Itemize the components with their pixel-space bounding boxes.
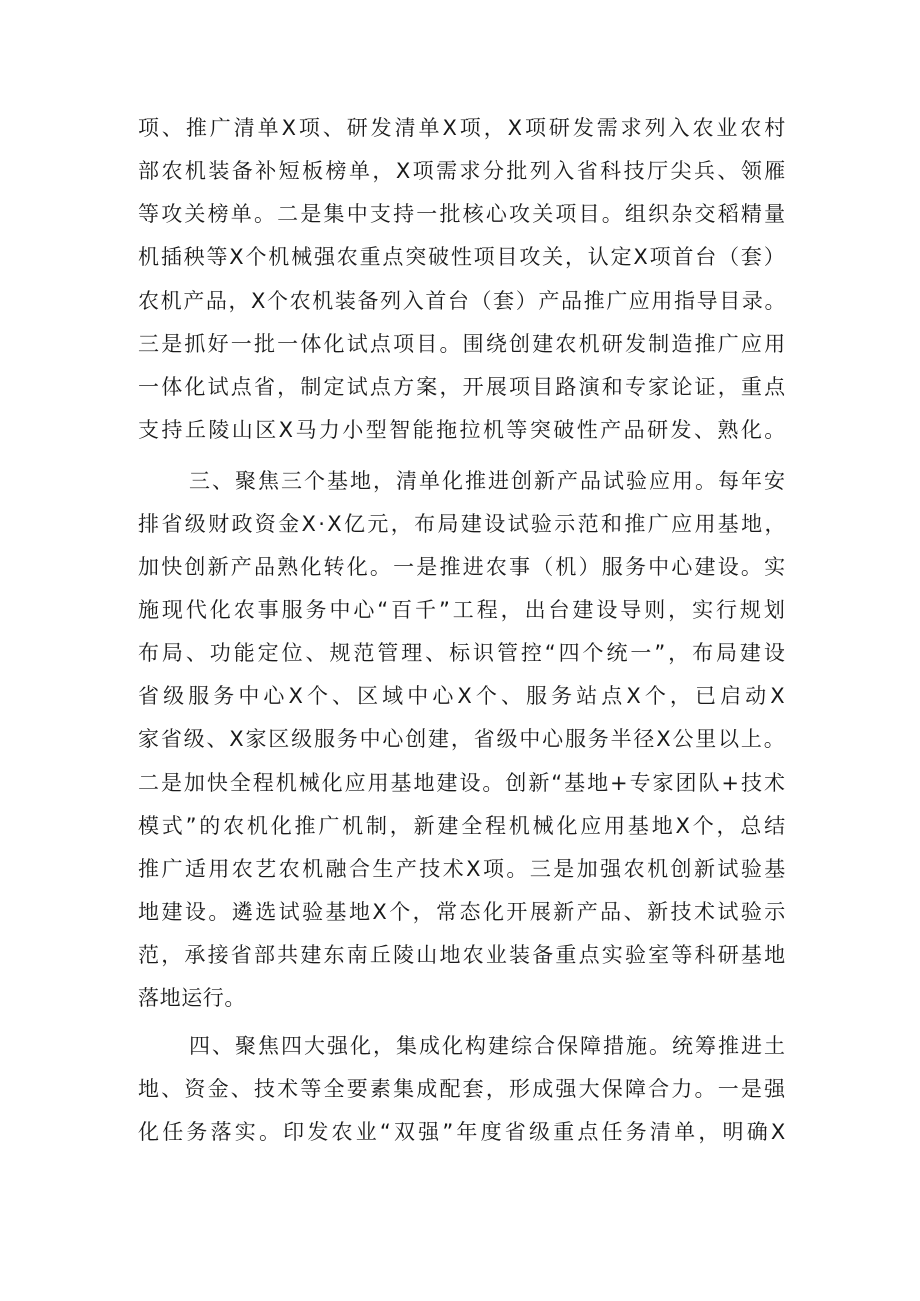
body-text-line: 施现代化农事服务中心“百千”工程，出台建设导则，实行规划: [138, 598, 788, 622]
body-text-line: 项、推广清单X项、研发清单X项，X项研发需求列入农业农村: [138, 116, 789, 140]
body-text-line: 布局、功能定位、规范管理、标识管控“四个统一”，布局建设: [138, 641, 788, 665]
body-text-line: 机插秧等X个机械强农重点突破性项目攻关，认定X项首台（套）: [138, 245, 787, 269]
body-text-line: 化任务落实。印发农业“双强”年度省级重点任务清单，明确X: [138, 1120, 789, 1144]
body-text-line: 范，承接省部共建东南丘陵山地农业装备重点实验室等科研基地: [138, 943, 788, 967]
section-heading-line: 三、聚焦三个基地，清单化推进创新产品试验应用。每年安: [189, 469, 787, 493]
body-text-line: 地建设。遴选试验基地X个，常态化开展新产品、新技术试验示: [138, 900, 788, 924]
body-text-line: 支持丘陵山区X马力小型智能拖拉机等突破性产品研发、熟化。: [138, 418, 788, 442]
body-text-line: 推广适用农艺农机融合生产技术X项。三是加强农机创新试验基: [138, 857, 788, 881]
body-text-line: 地、资金、技术等全要素集成配套，形成强大保障合力。一是强: [138, 1077, 788, 1101]
body-text-line: 等攻关榜单。二是集中支持一批核心攻关项目。组织杂交稻精量: [138, 202, 788, 226]
body-text-line: 二是加快全程机械化应用基地建设。创新“基地+专家团队+技术: [138, 771, 787, 795]
body-text-line: 部农机装备补短板榜单，X项需求分批列入省科技厅尖兵、领雁: [138, 159, 788, 183]
body-text-line: 省级服务中心X个、区域中心X个、服务站点X个，已启动X: [138, 684, 789, 708]
body-text-line: 排省级财政资金X·X亿元，布局建设试验示范和推广应用基地，: [138, 512, 788, 536]
section-heading-line: 四、聚焦四大强化，集成化构建综合保障措施。统筹推进土: [189, 1034, 787, 1058]
body-text-line: 落地运行。: [138, 986, 246, 1010]
body-text-line: 农机产品，X个农机装备列入首台（套）产品推广应用指导目录。: [138, 289, 788, 313]
body-text-line: 一体化试点省，制定试点方案，开展项目路演和专家论证，重点: [138, 375, 788, 399]
body-text-line: 加快创新产品熟化转化。一是推进农事（机）服务中心建设。实: [138, 555, 788, 579]
body-text-line: 家省级、X家区级服务中心创建，省级中心服务半径X公里以上。: [138, 727, 787, 751]
body-text-line: 三是抓好一批一体化试点项目。围绕创建农机研发制造推广应用: [138, 332, 788, 356]
body-text-line: 模式”的农机化推广机制，新建全程机械化应用基地X个，总结: [138, 814, 788, 838]
